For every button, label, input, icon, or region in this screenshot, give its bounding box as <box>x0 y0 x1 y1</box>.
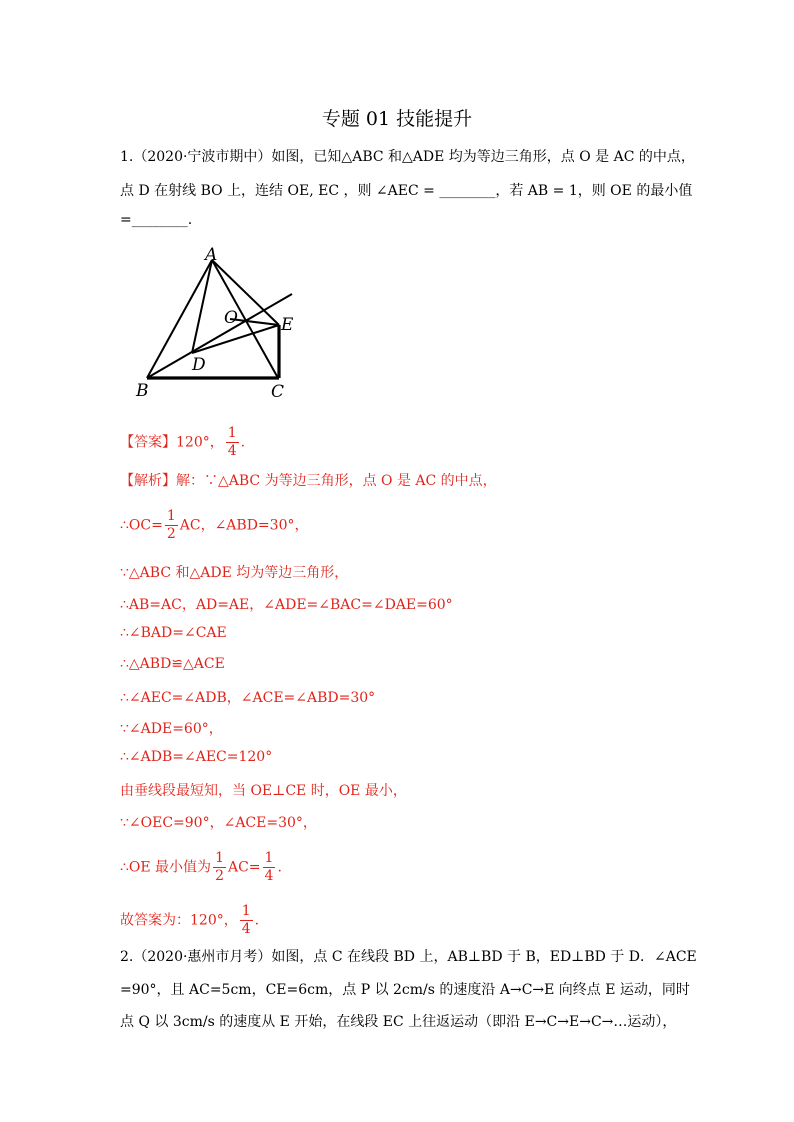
q1-line2: 点 D 在射线 BO 上，连结 OE, EC ，则 ∠AEC = ________，若 AB = 1，则 OE 的最小值 <box>120 183 693 199</box>
answer-denominator: 4 <box>227 443 237 459</box>
analysis-line6: ∴△ABD≌△ACE <box>120 656 225 672</box>
fraction-numerator: 1 <box>241 903 251 919</box>
analysis-line5: ∴∠BAD=∠CAE <box>120 625 227 641</box>
fraction-denominator: 4 <box>241 921 251 937</box>
analysis-line12-mid: AC= <box>227 859 261 876</box>
geometry-figure <box>125 240 325 405</box>
analysis-line11: ∵∠OEC=90°，∠ACE=30°， <box>120 815 317 831</box>
analysis-line10: 由垂线段最短知，当 OE⊥CE 时，OE 最小， <box>120 783 407 799</box>
analysis-line2-post: AC，∠ABD=30°， <box>179 517 309 534</box>
label-e: E <box>281 315 294 335</box>
q2-line2: =90°，且 AC=5cm，CE=6cm，点 P 以 2cm/s 的速度沿 A→C→E 向终点 E 运动，同时 <box>120 982 690 998</box>
analysis-line2 <box>120 508 308 543</box>
analysis-line2-pre: ∴OC= <box>120 517 163 534</box>
label-d: D <box>192 355 206 375</box>
segment-ac <box>212 260 278 378</box>
answer-line <box>120 425 245 460</box>
analysis-line12-post: . <box>277 859 282 876</box>
q2-line3: 点 Q 以 3cm/s 的速度从 E 开始，在线段 EC 上往返运动（即沿 E→C→E→C→…运动）， <box>120 1014 677 1030</box>
answer-numerator: 1 <box>227 425 237 441</box>
label-a: A <box>205 245 218 265</box>
analysis-final <box>120 903 259 938</box>
fraction-numerator: 1 <box>215 850 224 866</box>
analysis-line12-fraction1 <box>213 850 226 885</box>
analysis-line12-pre: ∴OE 最小值为 <box>120 859 212 876</box>
fraction-numerator: 1 <box>166 508 176 524</box>
fraction-denominator: 2 <box>215 868 224 884</box>
analysis-line8: ∵∠ADE=60°， <box>120 721 223 737</box>
answer-prefix: 【答案】120°， <box>120 434 224 451</box>
q1-line1: 1.（2020·宁波市期中）如图，已知△ABC 和△ADE 均为等边三角形，点 O 是 AC 的中点， <box>120 149 695 165</box>
q1-line3: =________. <box>120 212 193 228</box>
fraction-denominator: 4 <box>264 868 274 884</box>
analysis-line2-fraction <box>165 508 178 543</box>
fraction-numerator: 1 <box>264 850 274 866</box>
analysis-line3: ∵△ABC 和△ADE 均为等边三角形， <box>120 565 349 581</box>
segment-de <box>192 325 279 353</box>
page-title: 专题 01 技能提升 <box>321 108 473 130</box>
analysis-final-post: . <box>254 912 260 929</box>
analysis-line12 <box>120 850 282 885</box>
analysis-final-pre: 故答案为：120°， <box>120 912 238 929</box>
q2-line1: 2.（2020·惠州市月考）如图，点 C 在线段 BD 上，AB⊥BD 于 B，ED⊥BD 于 D．∠ACE <box>120 949 697 965</box>
analysis-line7: ∴∠AEC=∠ADB，∠ACE=∠ABD=30° <box>120 690 376 706</box>
analysis-line1: 【解析】解：∵△ABC 为等边三角形，点 O 是 AC 的中点， <box>120 473 497 489</box>
label-c: C <box>271 382 285 402</box>
answer-fraction <box>226 425 239 460</box>
fraction-denominator: 2 <box>166 526 176 542</box>
analysis-line4: ∴AB=AC，AD=AE，∠ADE=∠BAC=∠DAE=60° <box>120 597 453 613</box>
segment-ae <box>212 260 279 325</box>
analysis-line9: ∴∠ADB=∠AEC=120° <box>120 749 273 765</box>
segment-ad <box>192 260 212 353</box>
answer-suffix: . <box>240 434 246 451</box>
analysis-final-fraction <box>240 903 253 938</box>
label-o: O <box>224 308 238 328</box>
label-b: B <box>136 381 149 401</box>
analysis-line12-fraction2 <box>263 850 276 885</box>
